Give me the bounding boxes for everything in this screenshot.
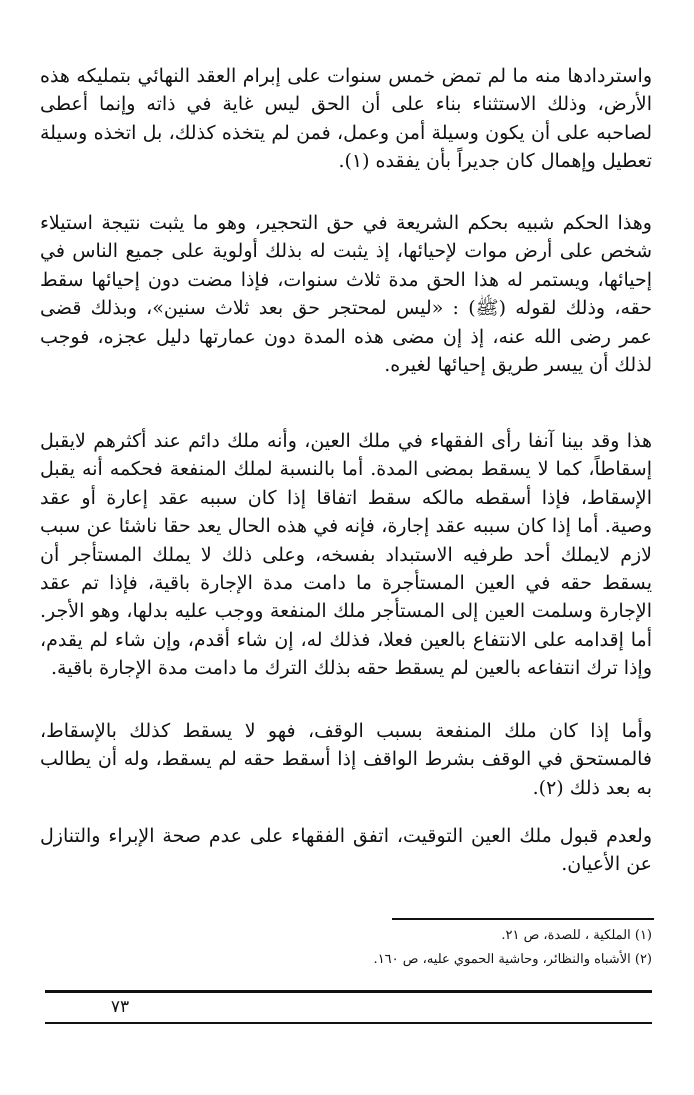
page-number: ٧٣ (110, 997, 130, 1017)
footnote-2: (٢) الأشباه والنظائر، وحاشية الحموي عليه، ص ١٦٠. (373, 952, 652, 967)
paragraph-3: هذا وقد بينا آنفا رأى الفقهاء في ملك العين، وأنه ملك دائم عند أكثرهم لايقبل إسقاطاً، كما لا يسقط بمضى المدة. أما بالنسبة لملك المنفعة فحكمه أنه يقبل الإسقاط، فإذا أسقطه مالكه سقط اتفاقا إذا كان سببه عقد إعارة أو عقد وصية. أما إذا كان سببه عقد إجارة، فإنه في هذه الحال يعد حقا ناشئا عن سبب لازم لايملك أحد طرفيه الاستبداد بفسخه، وعلى ذلك لا يملك المستأجر أن يسقط حقه في العين المستأجرة ما دامت مدة الإجارة باقية، فإذا تم عقد الإجارة وسلمت العين إلى المستأجر ملك المنفعة ووجب عليه بدلها، وهو الأجر. أما إقدامه على الانتفاع بالعين فعلا، فذلك له، إن شاء أقدم، وإن شاء لم يقدم، وإذا ترك انتفاعه بالعين لم يسقط حقه بذلك الترك ما دامت مدة الإجارة باقية. (40, 430, 652, 680)
footer-rule-bottom (45, 1022, 652, 1024)
paragraph-1: واستردادها منه ما لم تمض خمس سنوات على إبرام العقد النهائي بتمليكه هذه الأرض، وذلك الاستثناء بناء على أن الحق ليس غاية في ذاته وإنما أعطى لصاحبه على أن يكون وسيلة أمن وعمل، فمن لم يتخذه كذلك، بل اتخذه وسيلة تعطيل وإهمال كان جديراً بأن يفقده (١). (40, 65, 653, 173)
footnotes (40, 924, 652, 972)
footer-rule-top (45, 990, 652, 993)
paragraph-2: وهذا الحكم شبيه بحكم الشريعة في حق التحجير، وهو ما يثبت نتيجة استيلاء شخص على أرض موات لإحيائها، إذ يثبت له بذلك أولوية على جميع الناس في إحيائها، ويستمر له هذا الحق مدة ثلاث سنوات، فإذا مضت دون إحيائها سقط حقه، وذلك لقوله (ﷺ) : «ليس لمحتجر حق بعد ثلاث سنين»، وبذلك قضى عمر رضى الله عنه، إذ إن مضى هذه المدة دون عمارتها دليل عجزه، فوجب لذلك أن ييسر طريق إحيائها لغيره. (40, 212, 652, 377)
paragraph-4: وأما إذا كان ملك المنفعة بسبب الوقف، فهو لا يسقط كذلك بالإسقاط، فالمستحق في الوقف بشرط الواقف إذا أسقط حقه لم يسقط، وله أن يطالب به بعد ذلك (٢). (40, 720, 652, 799)
footnote-separator (392, 918, 654, 920)
paragraph-5: ولعدم قبول ملك العين التوقيت، اتفق الفقهاء على عدم صحة الإبراء والتنازل عن الأعيان. (40, 825, 652, 876)
footnote-1: (١) الملكية ، للصدة، ص ٢١. (501, 928, 652, 943)
